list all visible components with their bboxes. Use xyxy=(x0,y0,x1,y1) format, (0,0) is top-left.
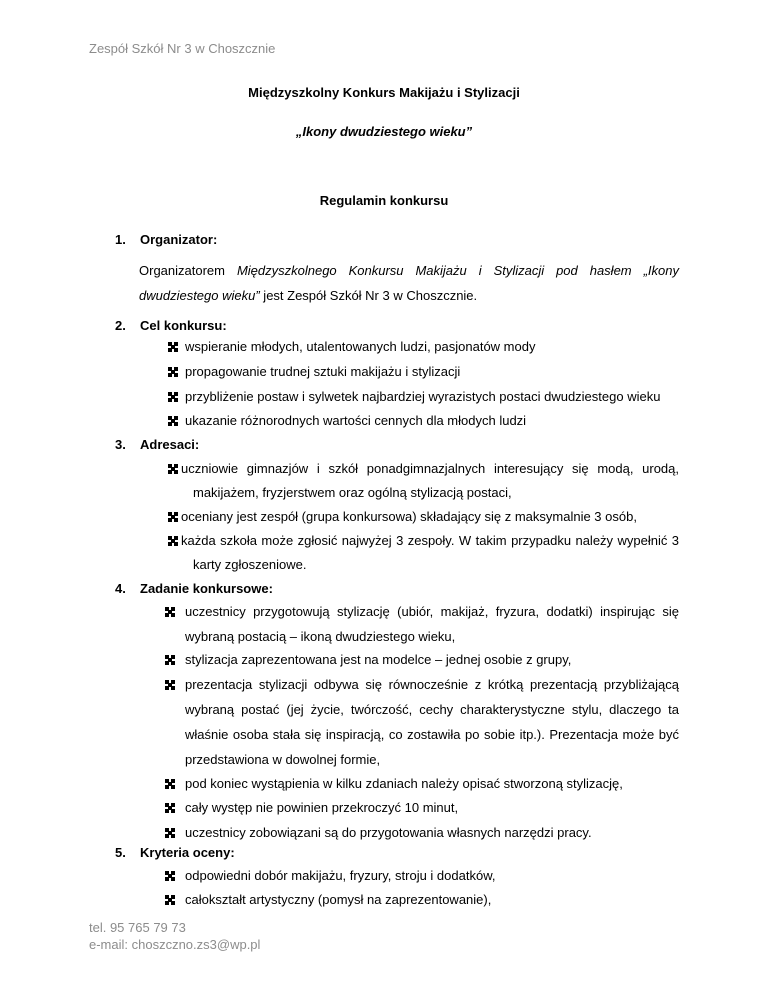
organizer-contest-name: Międzyszkolnego Konkursu Makijażu i Stylizacji pod hasłem „Ikony xyxy=(236,263,679,278)
section-number: 3. xyxy=(115,437,126,452)
footer-phone: tel. 95 765 79 73 xyxy=(89,920,186,935)
list-item: wspieranie młodych, utalentowanych ludzi, pasjonatów mody xyxy=(185,339,536,354)
list-item: ukazanie różnorodnych wartości cennych dla młodych ludzi xyxy=(185,413,527,428)
list-item: uczestnicy przygotowują stylizację (ubiór, makijaż, fryzura, dodatki) inspirując się xyxy=(185,604,679,619)
list-item-continuation: karty zgłoszeniowe. xyxy=(193,557,307,572)
section-organizer-heading xyxy=(115,232,217,247)
organizer-text-end: jest Zespół Szkół Nr 3 w Choszcznie. xyxy=(259,288,478,303)
list-item-continuation: makijażem, fryzjerstwem oraz ogólną stylizacją postaci, xyxy=(193,485,512,500)
quatrefoil-bullet-icon xyxy=(165,871,175,881)
quatrefoil-bullet-icon xyxy=(168,342,178,352)
quatrefoil-bullet-icon xyxy=(168,416,178,426)
quatrefoil-bullet-icon xyxy=(168,367,178,377)
list-item: uczestnicy zobowiązani są do przygotowania własnych narzędzi pracy. xyxy=(185,825,592,840)
quatrefoil-bullet-icon xyxy=(168,512,178,522)
footer-email: e-mail: choszczno.zs3@wp.pl xyxy=(89,937,261,952)
list-item: odpowiedni dobór makijażu, fryzury, stroju i dodatków, xyxy=(185,868,496,883)
organizer-contest-name-end: dwudziestego wieku” xyxy=(139,288,260,303)
document-title: Międzyszkolny Konkurs Makijażu i Stylizacji xyxy=(248,85,520,100)
quatrefoil-bullet-icon xyxy=(168,392,178,402)
section-audience-heading xyxy=(115,437,199,452)
section-title: Kryteria oceny: xyxy=(140,845,235,860)
quatrefoil-bullet-icon xyxy=(165,779,175,789)
list-item-continuation: wybraną postacią – ikoną dwudziestego wieku, xyxy=(185,629,456,644)
list-item: prezentacja stylizacji odbywa się równocześnie z krótką prezentacją przybliżającą xyxy=(185,677,679,692)
section-number: 2. xyxy=(115,318,126,333)
section-title: Cel konkursu: xyxy=(140,318,227,333)
quatrefoil-bullet-icon xyxy=(168,464,178,474)
rules-heading: Regulamin konkursu xyxy=(319,193,449,208)
section-title: Zadanie konkursowe: xyxy=(140,581,273,596)
section-number: 1. xyxy=(115,232,126,247)
section-number: 5. xyxy=(115,845,126,860)
quatrefoil-bullet-icon xyxy=(165,680,175,690)
section-criteria-heading xyxy=(115,845,235,860)
page-header: Zespół Szkół Nr 3 w Choszcznie xyxy=(89,41,276,56)
list-item-continuation: przedstawiona w dowolnej formie, xyxy=(185,752,381,767)
section-task-heading xyxy=(115,581,273,596)
list-item: każda szkoła może zgłosić najwyżej 3 zespoły. W takim przypadku należy wypełnić 3 xyxy=(181,533,679,548)
list-item-continuation: wybraną postać (jej życie, twórczość, cechy charakterystyczne stylu, dlaczego ta xyxy=(185,702,679,717)
quatrefoil-bullet-icon xyxy=(165,607,175,617)
list-item: propagowanie trudnej sztuki makijażu i stylizacji xyxy=(185,364,461,379)
quatrefoil-bullet-icon xyxy=(165,895,175,905)
list-item: uczniowie gimnazjów i szkół ponadgimnazjalnych interesujący się modą, urodą, xyxy=(181,461,679,476)
list-item-continuation: właśnie osoba stała się inspiracją, co zostawiła po sobie itp.). Prezentacja może być xyxy=(185,727,679,742)
section-title: Adresaci: xyxy=(140,437,200,452)
section-number: 4. xyxy=(115,581,126,596)
organizer-paragraph-line-2 xyxy=(139,288,477,303)
list-item: przybliżenie postaw i sylwetek najbardziej wyrazistych postaci dwudziestego wieku xyxy=(185,389,661,404)
document-subtitle: „Ikony dwudziestego wieku” xyxy=(295,124,473,139)
list-item: oceniany jest zespół (grupa konkursowa) składający się z maksymalnie 3 osób, xyxy=(181,509,637,524)
quatrefoil-bullet-icon xyxy=(168,536,178,546)
quatrefoil-bullet-icon xyxy=(165,828,175,838)
section-title: Organizator: xyxy=(140,232,218,247)
quatrefoil-bullet-icon xyxy=(165,803,175,813)
list-item: stylizacja zaprezentowana jest na modelce – jednej osobie z grupy, xyxy=(185,652,572,667)
organizer-text: Organizatorem xyxy=(139,263,225,278)
organizer-paragraph-line-1 xyxy=(139,263,679,278)
list-item: cały występ nie powinien przekroczyć 10 minut, xyxy=(185,800,459,815)
list-item: pod koniec wystąpienia w kilku zdaniach należy opisać stworzoną stylizację, xyxy=(185,776,623,791)
quatrefoil-bullet-icon xyxy=(165,655,175,665)
list-item: całokształt artystyczny (pomysł na zaprezentowanie), xyxy=(185,892,492,907)
section-goal-heading xyxy=(115,318,227,333)
